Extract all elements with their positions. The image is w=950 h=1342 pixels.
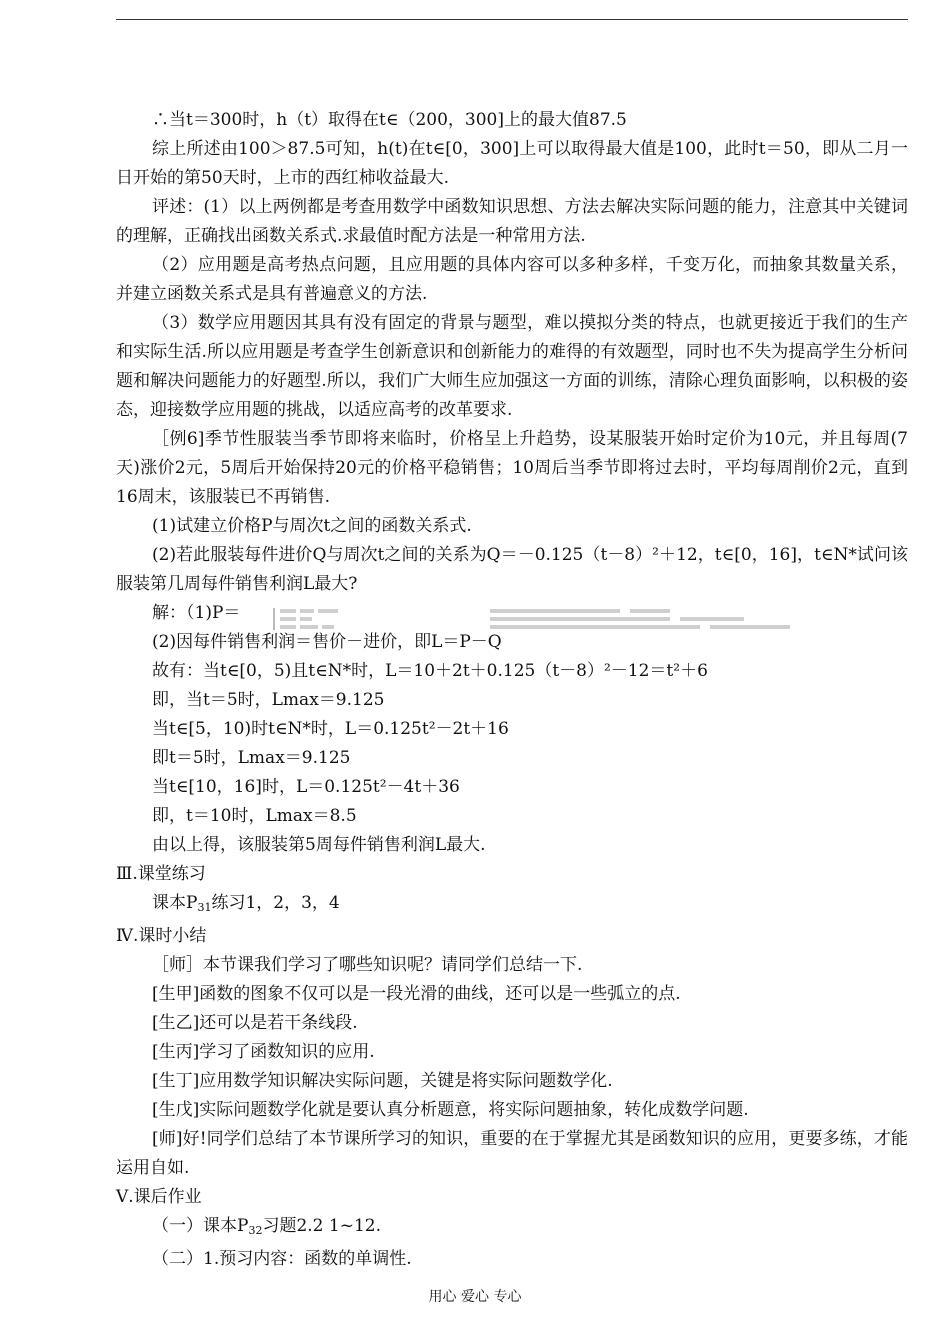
step: 即t＝5时，Lmax＝9.125 xyxy=(152,748,351,768)
piecewise-formula-image xyxy=(270,606,874,632)
step: 由以上得，该服装第5周每件销售利润L最大. xyxy=(152,835,486,855)
section-heading: Ⅲ.课堂练习 xyxy=(116,864,206,884)
question-1: (1)试建立价格P与周次t之间的函数关系式. xyxy=(152,516,472,536)
summary-line: [生乙]还可以是若干条线段. xyxy=(152,1013,358,1033)
header-rule xyxy=(116,19,908,20)
step: 即，t＝10时，Lmax＝8.5 xyxy=(152,806,357,826)
paragraph: ［例6]季节性服装当季节即将来临时，价格呈上升趋势，设某服装开始时定价为10元，并且每周(7天)涨价2元，5周后开始保持20元的价格平稳销售；10周后当季节即将过去时，平均每周削价2元，直到16周末，该服装已不再销售. xyxy=(116,429,908,507)
exercise-item: 课本$P_{31}$练习1，2，3，4 xyxy=(152,893,340,914)
summary-line: [师]好!同学们总结了本节课所学习的知识，重要的在于掌握尤其是函数知识的应用，更要多练，才能运用自如. xyxy=(116,1129,908,1178)
step: 故有：当t∈[0，5)且t∈N*时，L＝10＋2t＋0.125（t－8）²－12＝t²＋6 xyxy=(152,661,708,681)
section-heading: Ⅴ.课后作业 xyxy=(116,1187,202,1207)
page-footer: 用心 爱心 专心 xyxy=(428,1289,522,1305)
paragraph: （2）应用题是高考热点问题，且应用题的具体内容可以多种多样，千变万化，而抽象其数量关系，并建立函数关系式是具有普遍意义的方法. xyxy=(116,255,908,304)
summary-line: [生丁]应用数学知识解决实际问题，关键是将实际问题数学化. xyxy=(152,1071,613,1091)
summary-line: [生丙]学习了函数知识的应用. xyxy=(152,1042,375,1062)
question-2: (2)若此服装每件进价Q与周次t之间的关系为Q＝－0.125（t－8）²＋12，t∈[0，16]，t∈N*试问该服装第几周每件销售利润L最大? xyxy=(116,545,908,594)
summary-line: [生甲]函数的图象不仅可以是一段光滑的曲线，还可以是一些弧立的点. xyxy=(152,984,681,1004)
paragraph: （3）数学应用题因其具有没有固定的背景与题型，难以摸拟分类的特点，也就更接近于我们的生产和实际生活.所以应用题是考查学生创新意识和创新能力的难得的有效题型，同时也不失为提高学生分析问题和解决问题能力的好题型.所以，我们广大师生应加强这一方面的训练，清除心理负面影响，以积极的姿态，迎接数学应用题的挑战，以适应高考的改革要求. xyxy=(116,313,908,420)
homework-item: （二）1.预习内容：函数的单调性. xyxy=(152,1249,412,1269)
document-body xyxy=(116,106,908,1274)
paragraph: 综上所述由100＞87.5可知，h(t)在t∈[0，300]上可以取得最大值是100，此时t＝50，即从二月一日开始的第50天时，上市的西红柿收益最大. xyxy=(116,139,908,188)
paragraph: 评述：(1）以上两例都是考查用数学中函数知识思想、方法去解决实际问题的能力，注意其中关键词的理解，正确找出函数关系式.求最值时配方法是一种常用方法. xyxy=(116,197,908,246)
solution-label: 解：（1)P＝ xyxy=(152,603,241,623)
step: (2)因每件销售利润＝售价－进价，即L＝P－Q xyxy=(152,632,502,652)
step: 当t∈[5，10)时t∈N*时，L＝0.125t²－2t＋16 xyxy=(152,719,509,739)
solution-formula-row xyxy=(116,599,908,628)
step: 即，当t＝5时，Lmax＝9.125 xyxy=(152,690,385,710)
section-heading: Ⅳ.课时小结 xyxy=(116,926,207,946)
paragraph: ∴当t＝300时，h（t）取得在t∈（200，300]上的最大值87.5 xyxy=(152,110,627,130)
summary-line: ［师］本节课我们学习了哪些知识呢？请同学们总结一下. xyxy=(152,955,583,975)
step: 当t∈[10，16]时，L＝0.125t²－4t＋36 xyxy=(152,777,460,797)
summary-line: [生戊]实际问题数学化就是要认真分析题意，将实际问题抽象，转化成数学问题. xyxy=(152,1100,749,1120)
homework-item: （一）课本$P_{32}$习题2.2 1~12. xyxy=(152,1216,381,1237)
